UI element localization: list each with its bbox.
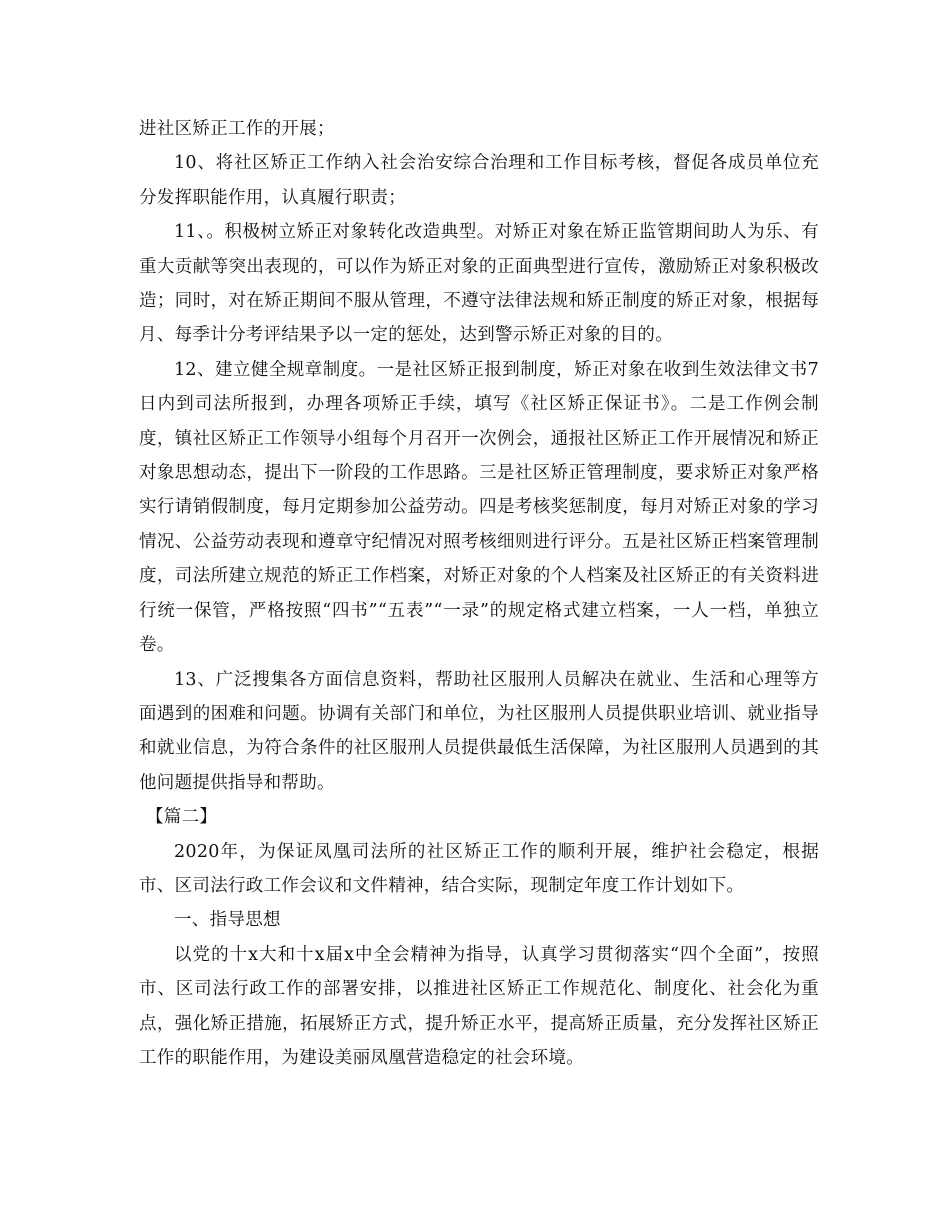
paragraph-guiding-thought: 以党的十x大和十x届x中全会精神为指导，认真学习贯彻落实“四个全面”，按照市、区司法行政工作的部署安排，以推进社区矫正工作规范化、制度化、社会化为重点，强化矫正措施，拓展矫正方式，提升矫正水平，提高矫正质量，充分发挥社区矫正工作的职能作用，为建设美丽凤凰营造稳定的社会环境。	[139, 944, 819, 1068]
section-heading-part-two: 【篇二】	[146, 807, 218, 828]
document-body	[139, 112, 819, 1075]
paragraph-intro-2020: 2020年，为保证凤凰司法所的社区矫正工作的顺利开展，维护社会稳定，根据市、区司法行政工作会议和文件精神，结合实际，现制定年度工作计划如下。	[139, 841, 819, 896]
paragraph-continuation: 进社区矫正工作的开展；	[139, 119, 335, 139]
paragraph-item-13: 13、广泛搜集各方面信息资料，帮助社区服刑人员解决在就业、生活和心理等方面遇到的困难和问题。协调有关部门和单位，为社区服刑人员提供职业培训、就业指导和就业信息，为符合条件的社区服刑人员提供最低生活保障，为社区服刑人员遇到的其他问题提供指导和帮助。	[139, 669, 819, 793]
paragraph-item-12: 12、建立健全规章制度。一是社区矫正报到制度，矫正对象在收到生效法律文书7日内到司法所报到，办理各项矫正手续，填写《社区矫正保证书》。二是工作例会制度，镇社区矫正工作领导小组每个月召开一次例会，通报社区矫正工作开展情况和矫正对象思想动态，提出下一阶段的工作思路。三是社区矫正管理制度，要求矫正对象严格实行请销假制度，每月定期参加公益劳动。四是考核奖惩制度，每月对矫正对象的学习情况、公益劳动表现和遵章守纪情况对照考核细则进行评分。五是社区矫正档案管理制度，司法所建立规范的矫正工作档案，对矫正对象的个人档案及社区矫正的有关资料进行统一保管，严格按照“四书”“五表”“一录”的规定格式建立档案，一人一档，单独立卷。	[139, 359, 819, 656]
paragraph-item-10: 10、将社区矫正工作纳入社会治安综合治理和工作目标考核，督促各成员单位充分发挥职能作用，认真履行职责；	[139, 153, 819, 208]
section-heading-guiding-thought: 一、指导思想	[174, 910, 281, 931]
paragraph-item-11: 11、。积极树立矫正对象转化改造典型。对矫正对象在矫正监管期间助人为乐、有重大贡献等突出表现的，可以作为矫正对象的正面典型进行宣传，激励矫正对象积极改造；同时，对在矫正期间不服从管理，不遵守法律法规和矫正制度的矫正对象，根据每月、每季计分考评结果予以一定的惩处，达到警示矫正对象的目的。	[139, 222, 819, 346]
